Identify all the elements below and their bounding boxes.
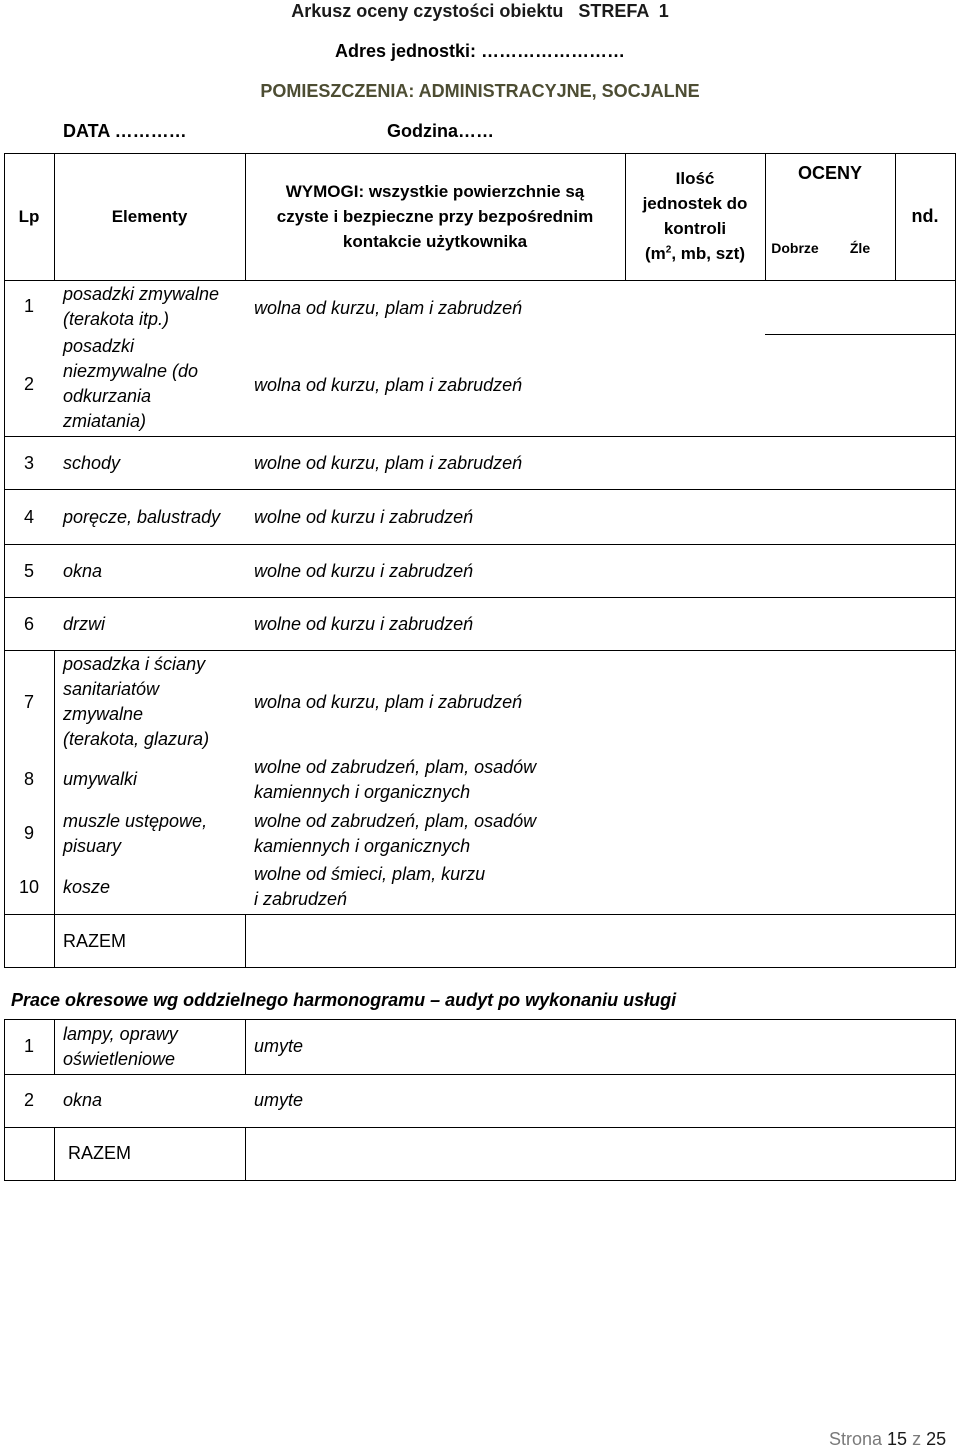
row-5-element: okna (63, 561, 103, 581)
row-4-element: poręcze, balustrady (63, 507, 221, 527)
row-8-requirement: wolne od zabrudzeń, plam, osadów kamiennych i organicznych (254, 757, 537, 802)
row-4-lp: 4 (24, 507, 35, 527)
row-5-lp: 5 (24, 561, 35, 581)
grade-good-header: Dobrze (771, 240, 819, 256)
qty-line-2: jednostek do (642, 194, 748, 213)
row-10-element: kosze (63, 877, 111, 897)
address-line: Adres jednostki: …………………… (334, 41, 626, 61)
row-6-lp: 6 (24, 614, 35, 634)
row-4-requirement: wolne od kurzu i zabrudzeń (254, 507, 474, 527)
row-2-requirement: wolna od kurzu, plam i zabrudzeń (254, 375, 523, 395)
periodic-row-2-requirement: umyte (254, 1090, 304, 1110)
row-1-element: posadzki zmywalne (terakota itp.) (63, 284, 220, 329)
periodic-total-label: RAZEM (68, 1143, 131, 1163)
rooms-line: POMIESZCZENIA: ADMINISTRACYJNE, SOCJALNE (260, 81, 700, 101)
row-7-lp: 7 (24, 692, 35, 712)
col-quantity-header (625, 166, 765, 266)
row-3-element: schody (63, 453, 121, 473)
col-na-header: nd. (911, 206, 939, 226)
row-6-element: drzwi (63, 614, 106, 634)
row-9-requirement: wolne od zabrudzeń, plam, osadów kamiennych i organicznych (254, 811, 537, 856)
row-3-requirement: wolne od kurzu, plam i zabrudzeń (254, 453, 523, 473)
row-6-requirement: wolne od kurzu i zabrudzeń (254, 614, 474, 634)
requirements-line-3: kontakcie użytkownika (342, 232, 528, 251)
sheet-title: Arkusz oceny czystości obiektu STREFA 1 (291, 1, 669, 21)
row-10-requirement: wolne od śmieci, plam, kurzu i zabrudzeń (254, 864, 486, 909)
row-2-element: posadzki niezmywalne (do odkurzania zmiatania) (63, 336, 199, 431)
periodic-row-2-element: okna (63, 1090, 103, 1110)
qty-line-4: ($m^2$, mb, szt) (644, 244, 745, 263)
qty-line-3: kontroli (663, 219, 727, 238)
col-lp-header: Lp (18, 207, 40, 226)
row-7-requirement: wolna od kurzu, plam i zabrudzeń (254, 692, 523, 712)
row-5-requirement: wolne od kurzu i zabrudzeń (254, 561, 474, 581)
row-9-element: muszle ustępowe, pisuary (63, 811, 208, 856)
col-elements-header: Elementy (111, 207, 188, 226)
row-3-lp: 3 (24, 453, 35, 473)
requirements-line-2: czyste i bezpieczne przy bezpośrednim (276, 207, 594, 226)
periodic-row-1-lp: 1 (24, 1036, 35, 1056)
periodic-row-1-element: lampy, oprawy oświetleniowe (63, 1024, 178, 1069)
grade-bad-header: Źle (849, 240, 871, 256)
row-1-lp: 1 (24, 296, 35, 316)
periodic-row-1-requirement: umyte (254, 1036, 304, 1056)
col-grades-header: OCENY (797, 163, 862, 183)
row-9-lp: 9 (24, 823, 35, 843)
row-7-element: posadzka i ściany sanitariatów zmywalne (terakota, glazura) (63, 654, 210, 749)
periodic-title: Prace okresowe wg oddzielnego harmonogramu – audyt po wykonaniu usługi (11, 990, 677, 1010)
periodic-row-2-lp: 2 (24, 1090, 35, 1110)
requirements-line-1: WYMOGI: wszystkie powierzchnie są (285, 182, 585, 201)
row-10-lp: 10 (19, 877, 40, 897)
row-2-lp: 2 (24, 374, 35, 394)
hour-field: Godzina…… (387, 121, 494, 141)
row-8-element: umywalki (63, 769, 138, 789)
date-field: DATA ………… (63, 121, 187, 141)
qty-line-1: Ilość (675, 169, 715, 188)
col-requirements-header (245, 179, 625, 254)
page-number: Strona 15 z 25 (829, 1429, 947, 1449)
total-label: RAZEM (63, 931, 126, 951)
row-8-lp: 8 (24, 769, 35, 789)
row-1-requirement: wolna od kurzu, plam i zabrudzeń (254, 298, 523, 318)
